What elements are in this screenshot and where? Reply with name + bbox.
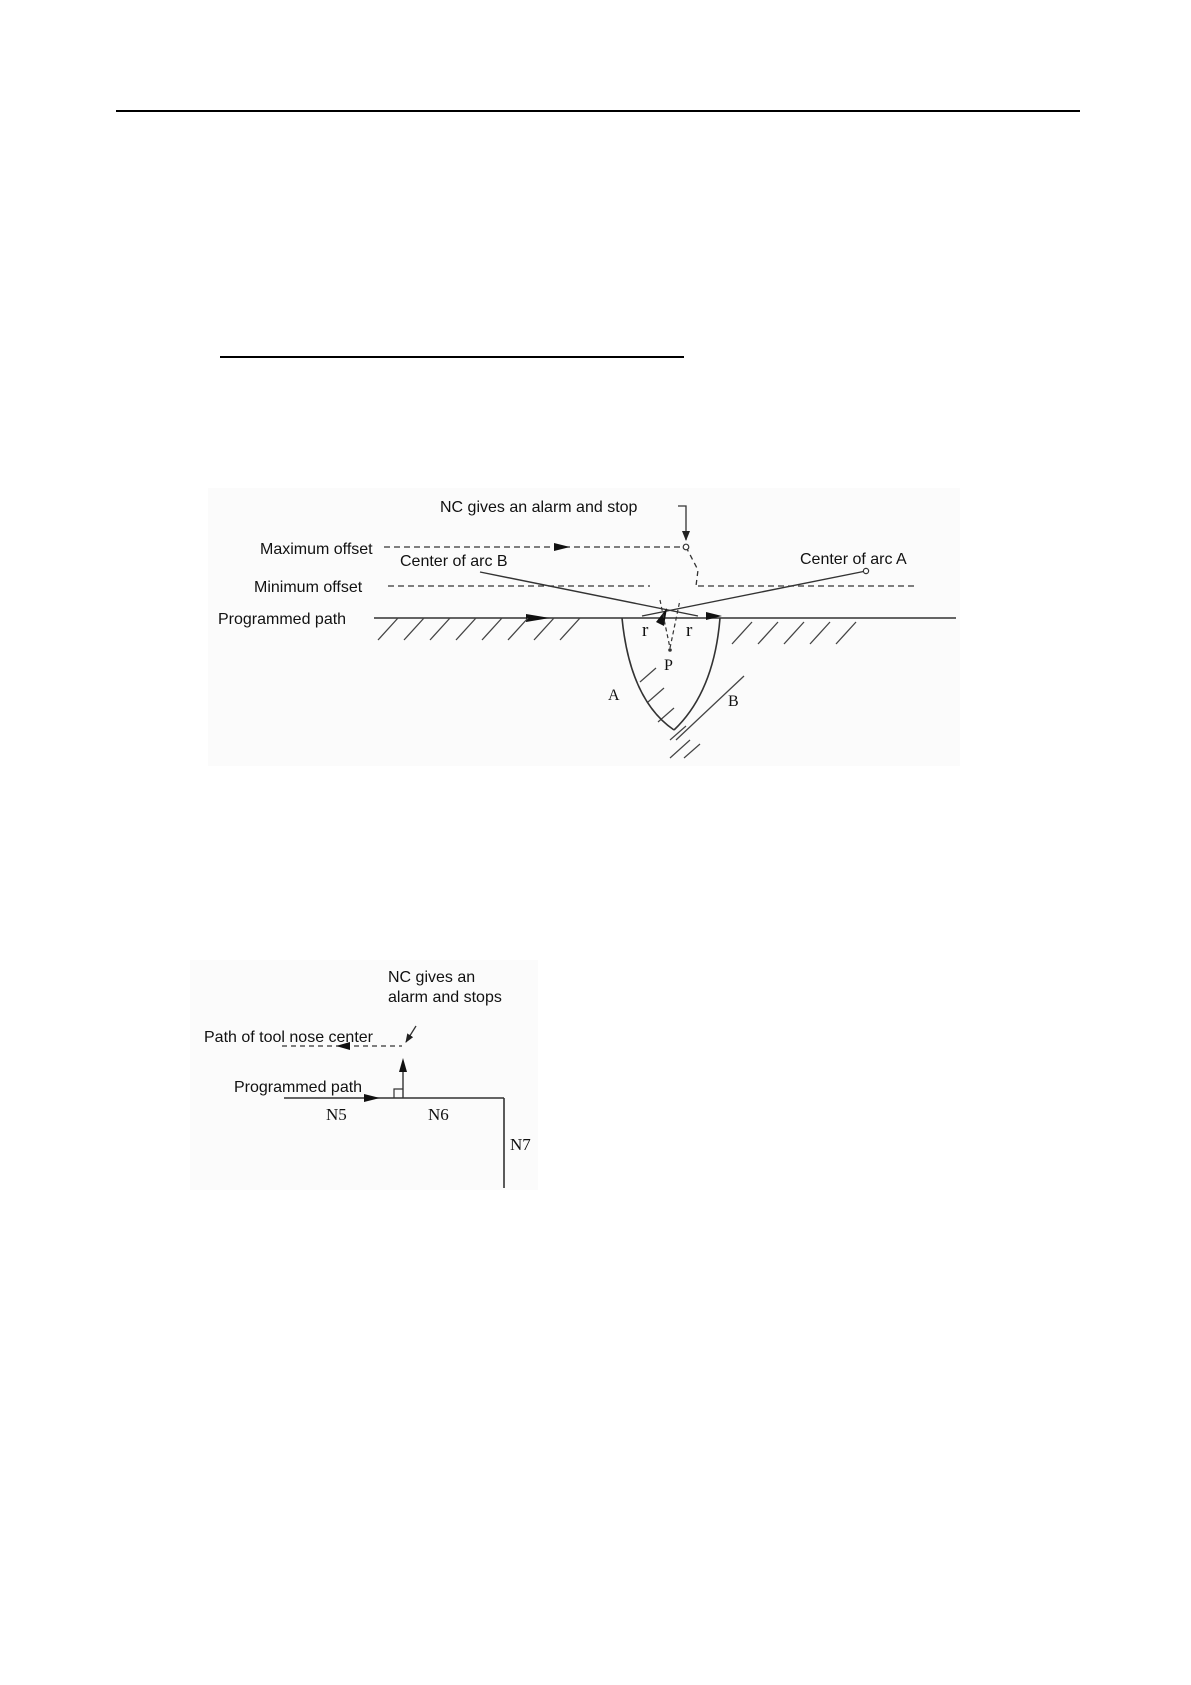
arc-a-hatching: [640, 668, 700, 758]
figure-tool-nose-alarm: [190, 960, 538, 1190]
programmed-path-label: Programmed path: [234, 1079, 363, 1096]
point-p-marker: [668, 648, 672, 652]
block-n6-label: N6: [428, 1105, 449, 1124]
center-arc-b-label: Center of arc B: [400, 553, 508, 570]
programmed-path-arrow: [526, 614, 550, 622]
block-n7-label: N7: [510, 1135, 531, 1154]
tool-path-kink: [686, 547, 698, 586]
block-n5-label: N5: [326, 1105, 347, 1124]
tool-nose-path-label: Path of tool nose center: [204, 1029, 373, 1046]
programmed-path-label: Programmed path: [218, 611, 347, 628]
point-p-label: P: [664, 657, 673, 674]
maximum-offset-label: Maximum offset: [260, 541, 373, 558]
page-header-rule: [116, 110, 1080, 112]
alarm-stop-point: [683, 544, 689, 550]
radius-label-left: r: [642, 620, 649, 641]
radius-label-right: r: [686, 620, 693, 641]
center-arc-a-line: [642, 571, 866, 616]
arc-a-label: A: [608, 687, 620, 704]
arc-b-label: B: [728, 693, 739, 710]
offset-vector-arrow: [399, 1058, 407, 1072]
workpiece-hatching-left: [378, 618, 580, 640]
arc-b: [674, 618, 720, 730]
section-title-underline: [220, 356, 684, 358]
nc-alarm-leader: [678, 506, 686, 540]
figure-tool-nose-alarm-svg: [190, 960, 538, 1190]
center-arc-b-line: [480, 572, 698, 616]
figure-arc-offset-alarm: [208, 488, 960, 766]
nc-alarm-label: NC gives an alarm and stop: [440, 499, 638, 516]
nc-alarm-label-line1: NC gives an: [388, 969, 476, 986]
workpiece-hatching-right: [732, 622, 856, 644]
center-arc-a-label: Center of arc A: [800, 551, 907, 568]
nc-alarm-leader: [406, 1026, 416, 1042]
nc-alarm-label-line2: alarm and stops: [388, 989, 502, 1006]
center-arc-a-point: [863, 568, 868, 573]
minimum-offset-label: Minimum offset: [254, 579, 363, 596]
maximum-offset-arrow: [554, 543, 570, 551]
programmed-path-arrow: [364, 1094, 380, 1102]
figure-arc-offset-alarm-svg: [208, 488, 960, 766]
right-angle-marker: [394, 1089, 403, 1098]
